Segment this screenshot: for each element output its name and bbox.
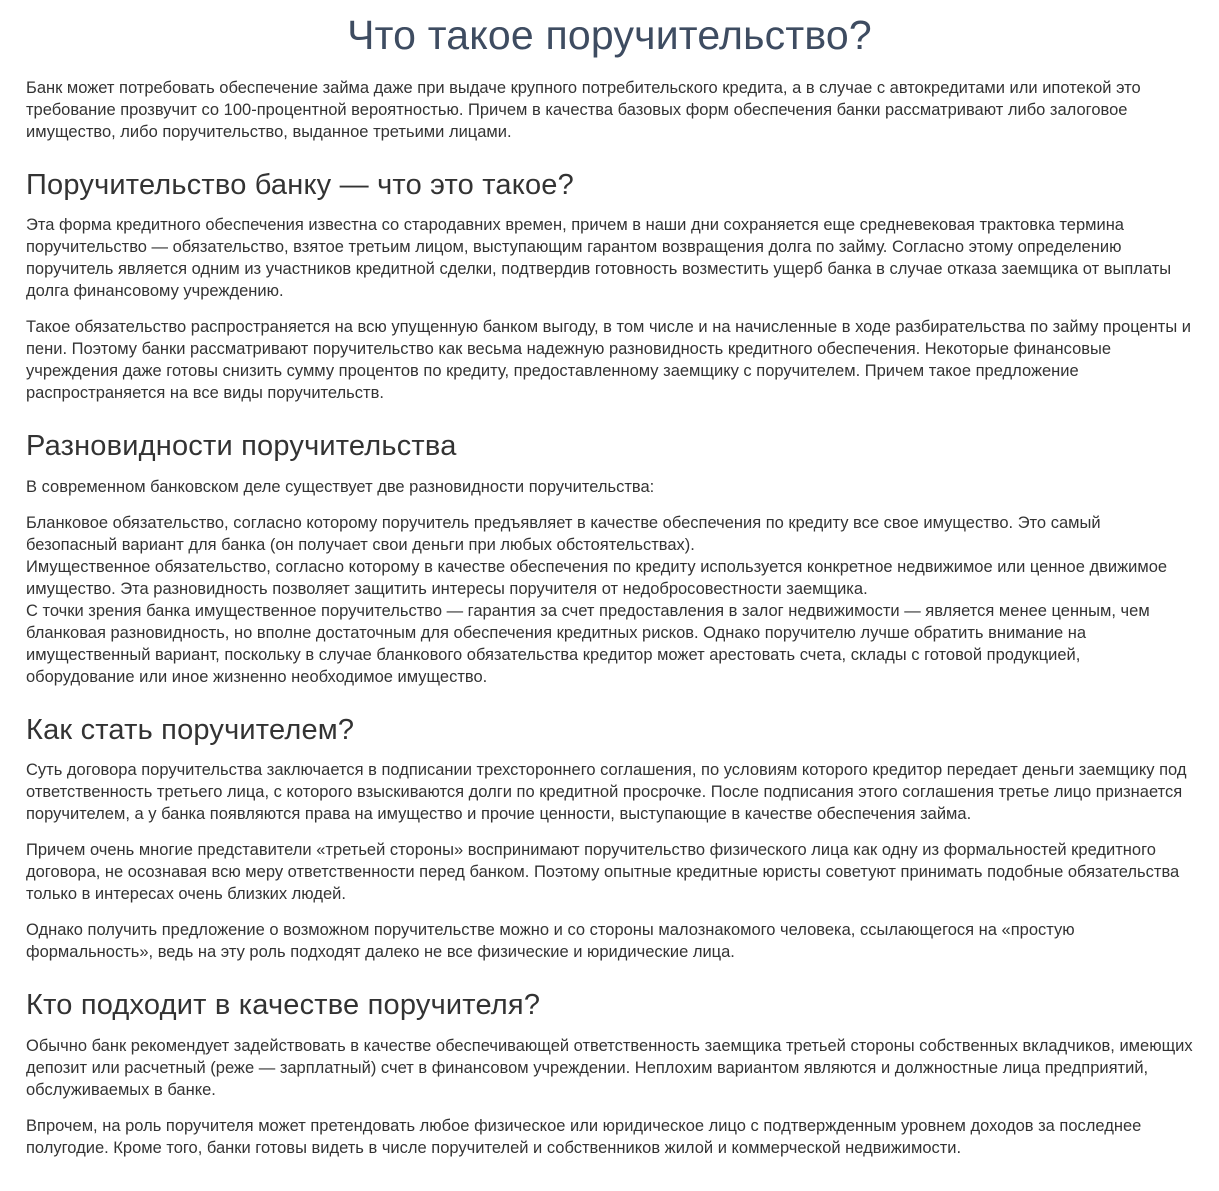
intro-paragraph: Банк может потребовать обеспечение займа даже при выдаче крупного потребительского кредита, а в случае с автокредитами или ипотекой это требование прозвучит со 100-процентной вероятностью. Причем в качества базовых форм обеспечения банки рассматривают либо залоговое имущество, либо поручительство, выданное третьими лицами. — [26, 79, 1141, 142]
paragraph: Причем очень многие представители «третьей стороны» воспринимают поручительство физического лица как одну из формальностей кредитного договора, не осознавая всю меру ответственности перед банком. Поэтому опытные кредитные юристы советуют принимать подобные обязательства только в интересах очень близких людей. — [26, 841, 1180, 904]
section-heading-surety-types: Разновидности поручительства — [26, 430, 457, 463]
paragraph: Однако получить предложение о возможном поручительстве можно и со стороны малознакомого человека, ссылающегося на «простую формальность», ведь на эту роль подходят далеко не все физические и юридические лица. — [26, 921, 1075, 962]
section-what-is-surety — [26, 169, 1193, 404]
section-heading-how-to-become-surety: Как стать поручителем? — [26, 713, 355, 746]
list-item: С точки зрения банка имущественное поручительство — гарантия за счет предоставления в залог недвижимости — является менее ценным, чем бланковая разновидность, но вполне достаточным для обеспечения кредитных рисков. Однако поручителю лучше обратить внимание на имущественный вариант, поскольку в случае бланкового обязательства кредитор может арестовать счета, склады с готовой продукцией, оборудование или иное жизненно необходимое имущество. — [26, 601, 1150, 686]
section-heading-who-qualifies: Кто подходит в качестве поручителя? — [26, 989, 541, 1022]
section-who-qualifies — [26, 989, 1193, 1158]
page-title: Что такое поручительство? — [347, 12, 872, 58]
paragraph: В современном банковском деле существует две разновидности поручительства: — [26, 477, 655, 496]
section-surety-types — [26, 430, 1193, 687]
paragraph: Эта форма кредитного обеспечения известна со стародавних времен, причем в наши дни сохраняется еще средневековая трактовка термина поручительство — обязательство, взятое третьим лицом, выступающим гарантом возвращения долга по займу. Согласно этому определению поручитель является одним из участников кредитной сделки, подтвердив готовность возместить ущерб банка в случае отказа заемщика от выплаты долга финансовому учреждению. — [26, 216, 1172, 301]
paragraph: Такое обязательство распространяется на всю упущенную банком выгоду, в том числе и на начисленные в ходе разбирательства по займу проценты и пени. Поэтому банки рассматривают поручительство как весьма надежную разновидность кредитного обеспечения. Некоторые финансовые учреждения даже готовы снизить сумму процентов по кредиту, предоставленному заемщику с поручителем. Причем такое предложение распространяется на все виды поручительств. — [26, 318, 1191, 403]
paragraph: Впрочем, на роль поручителя может претендовать любое физическое или юридическое лицо с подтвержденным уровнем доходов за последнее полугодие. Кроме того, банки готовы видеть в числе поручителей и собственников жилой и коммерческой недвижимости. — [26, 1116, 1142, 1157]
surety-types-list — [26, 512, 1193, 688]
section-heading-what-is-surety: Поручительство банку — что это такое? — [26, 169, 574, 202]
list-item: Имущественное обязательство, согласно которому в качестве обеспечения по кредиту используется конкретное недвижимое или ценное движимое имущество. Эта разновидность позволяет защитить интересы поручителя от недобросовестности заемщика. — [26, 557, 1168, 598]
section-how-to-become-surety — [26, 714, 1193, 963]
list-item: Бланковое обязательство, согласно которому поручитель предъявляет в качестве обеспечения по кредиту все свое имущество. Это самый безопасный вариант для банка (он получает свои деньги при любых обстоятельствах). — [26, 513, 1101, 554]
paragraph: Суть договора поручительства заключается в подписании трехстороннего соглашения, по условиям которого кредитор передает деньги заемщику под ответственность третьего лица, с которого взыскиваются долги по кредитной просрочке. После подписания этого соглашения третье лицо признается поручителем, а у банка появляются права на имущество и прочие ценности, выступающие в качестве обеспечения займа. — [26, 761, 1187, 824]
paragraph: Обычно банк рекомендует задействовать в качестве обеспечивающей ответственность заемщика третьей стороны собственных вкладчиков, имеющих депозит или расчетный (реже — зарплатный) счет в финансовом учреждении. Неплохим вариантом являются и должностные лица предприятий, обслуживаемых в банке. — [26, 1036, 1193, 1099]
